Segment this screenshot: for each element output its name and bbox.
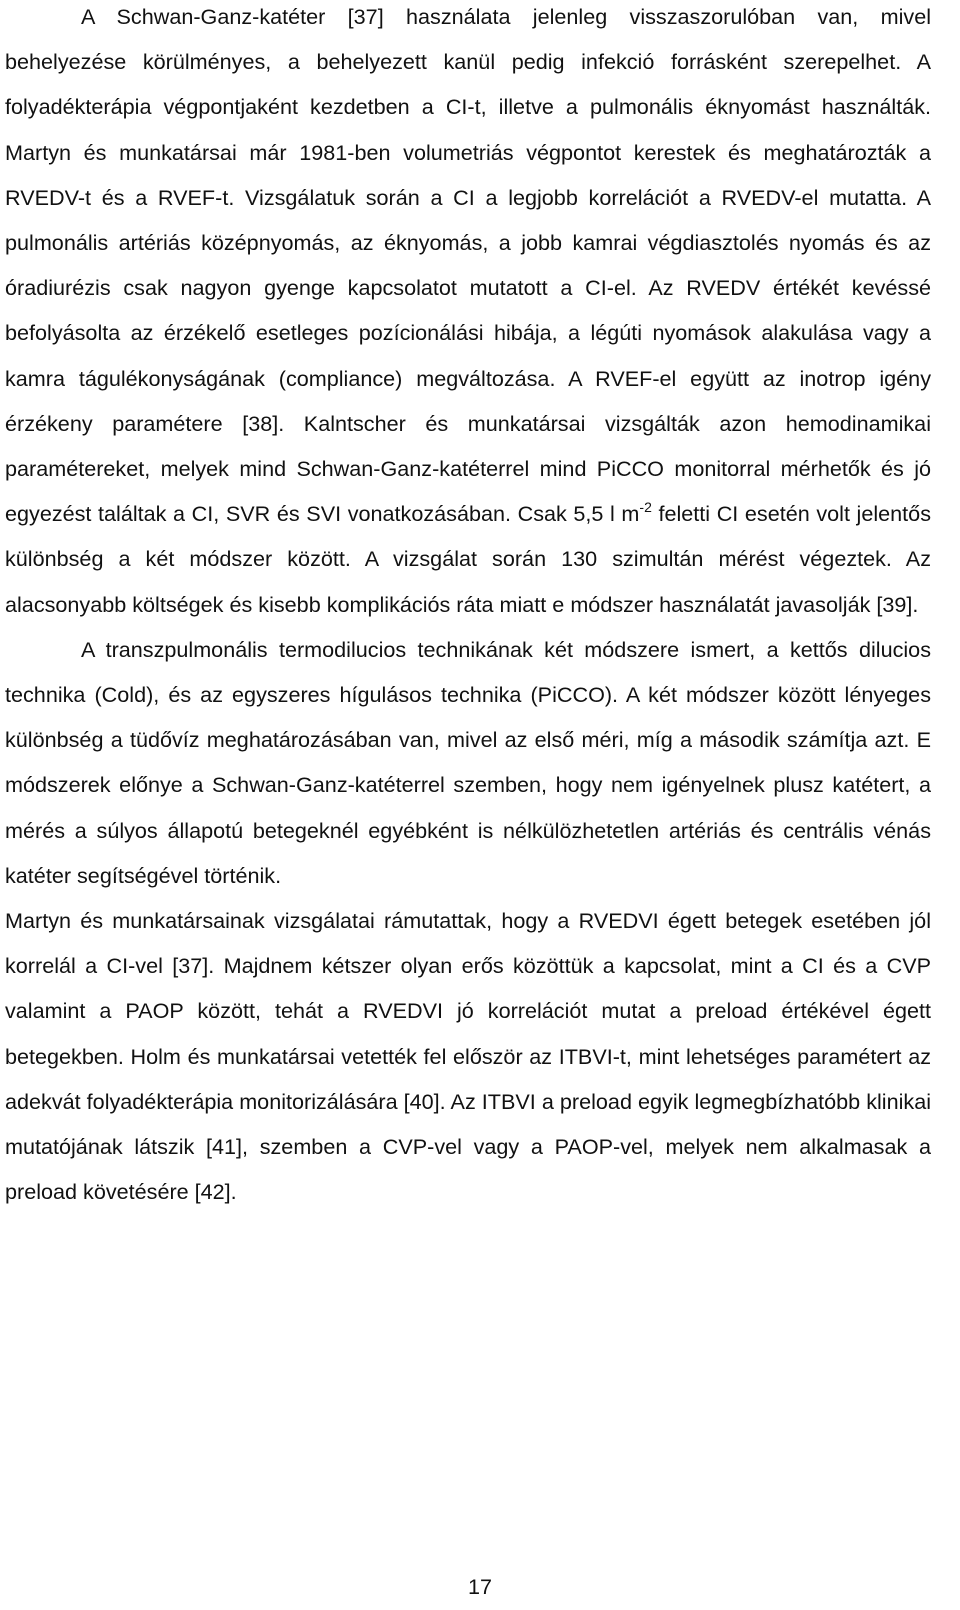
paragraph-martyn: Martyn és munkatársainak vizsgálatai rámutattak, hogy a RVEDVI égett betegek esetében jól korrelál a CI-vel [37]. Majdnem kétszer olyan erős közöttük a kapcsolat, mint a CI és a CVP valamint a PAOP között, tehát a RVEDVI jó korrelációt mutat a preload értékével égett betegekben. Holm és munkatársai vetették fel először az ITBVI-t, mint lehetséges paramétert az adekvát folyadékterápia monitorizálására [40]. Az ITBVI a preload egyik legmegbízhatóbb klinikai mutatójának látszik [41], szemben a CVP-vel vagy a PAOP-vel, melyek nem alkalmasak a preload követésére [42]. xyxy=(5,908,931,1205)
paragraph-text: A Schwan-Ganz-katéter [37] használata jelenleg visszaszorulóban van, mivel behelyezése körülményes, a behelyezett kanül pedig infekció forrásként szerepelhet. A folyadékterápia végpontjaként kezdetben a CI-t, illetve a pulmonális éknyomást használták. Martyn és munkatársai már 1981-ben volumetriás végpontot kerestek és meghatározták a RVEDV-t és a RVEF-t. Vizsgálatuk során a CI a legjobb korrelációt a RVEDV-el mutatta. A pulmonális artériás középnyomás, az éknyomás, a jobb kamrai végdiasztolés nyomás és az óradiurézis csak nagyon gyenge kapcsolatot mutatott a CI-el. Az RVEDV értékét kevéssé befolyásolta az érzékelő esetleges pozícionálási hibája, a légúti nyomások alakulása vagy a kamra tágulékonyságának (compliance) megváltozása. A RVEF-el együtt az inotrop igény érzékeny paramétere [38]. Kalntscher és munkatársai vizsgálták azon hemodinamikai paramétereket, melyek mind Schwan-Ganz-katéterrel mind PiCCO monitorral mérhetők és jó egyezést találtak a CI, SVR és SVI vonatkozásában. Csak 5,5 l m xyxy=(5,4,931,527)
document-page xyxy=(5,0,931,1214)
page-number: 17 xyxy=(467,1574,493,1599)
paragraph-text-continued: feletti CI esetén volt jelentős különbség a két módszer között. A vizsgálat során 130 szimultán mérést végeztek. Az alacsonyabb költségek és kisebb komplikációs ráta miatt e módszer használatát javasolják [39]. xyxy=(5,501,931,617)
paragraph-schwan-ganz xyxy=(5,0,931,627)
paragraph-transpulmonary: A transzpulmonális termodilucios technikának két módszere ismert, a kettős dilucios technika (Cold), és az egyszeres hígulásos technika (PiCCO). A két módszer között lényeges különbség a tüdővíz meghatározásában van, mivel az első méri, míg a második számítja azt. E módszerek előnye a Schwan-Ganz-katéterrel szemben, hogy nem igényelnek plusz katétert, a mérés a súlyos állapotú betegeknél egyébként is nélkülözhetetlen artériás és centrális vénás katéter segítségével történik. xyxy=(5,636,931,888)
superscript-exponent: -2 xyxy=(639,499,652,516)
